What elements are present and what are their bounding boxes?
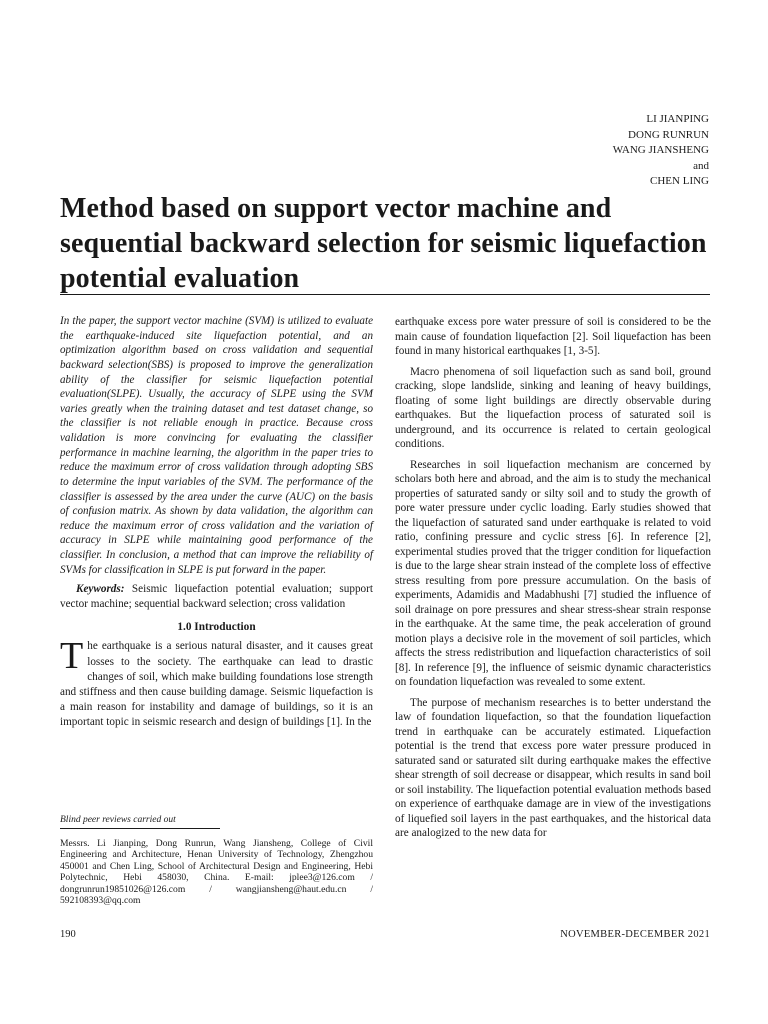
- title-divider: [60, 294, 710, 295]
- author-name: LI JIANPING: [646, 113, 709, 125]
- introduction-paragraph: [60, 635, 373, 730]
- keywords-text: Seismic liquefaction potential evaluation; support vector machine; sequential backward selection; cross validation: [60, 583, 373, 610]
- author-name: DONG RUNRUN: [628, 128, 709, 141]
- right-column: [395, 315, 711, 847]
- keywords: [60, 582, 373, 611]
- body-paragraph: Macro phenomena of soil liquefaction such as sand boil, ground cracking, slope landslide, sinking and leaning of heavy buildings, floating of some light buildings are directly observable during earthquakes. But the liquefaction process of saturated soil is underground, and its occurrence is related to certain geological conditions.: [395, 365, 711, 450]
- footnote-block: [60, 814, 373, 906]
- blind-review-note: Blind peer reviews carried out: [60, 814, 220, 829]
- author-name: WANG JIANSHENG: [612, 144, 709, 157]
- author-list: [613, 112, 709, 190]
- drop-cap: T: [60, 635, 84, 678]
- left-column: [60, 314, 373, 730]
- abstract: In the paper, the support vector machine (SVM) is utilized to evaluate the earthquake-induced site liquefaction potential, and an optimization algorithm based on cross validation and sequential backward selection(SBS) is proposed to improve the generalization ability of the classifier for seismic liquefaction potential evaluation(SLPE). Usually, the accuracy of SLPE using the SVM varies greatly when the training dataset and test dataset change, so the classifier is not reliable enough in practice. Because cross validation is more convincing for evaluating the classifier performance in machine learning, the algorithm in the paper tries to reduce the maximum error of cross validation through adopting SBS to determine the input variables of the SVM. The performance of the classifier is assessed by the area under the curve (AUC) on the basis of confusion matrix. As shown by data validation, the algorithm can reduce the maximum error of cross validation and the variation of accuracy in SLPE while maintaining good performance of the classifier. In conclusion, a method that can improve the reliability of SVMs for classification in SLPE is put forward in the paper.: [60, 315, 373, 576]
- author-name: CHEN LING: [650, 175, 709, 188]
- introduction-text: he earthquake is a serious natural disaster, and it causes great losses to the society. The earthquake can lead to drastic changes of soil, which make building foundations lose strength and stiffness and then cause building damage. Seismic liquefaction is a main reason for instability and damage of buildings, so it is an important topic in seismic research and design of buildings [1]. In the: [60, 640, 373, 728]
- body-paragraph: The purpose of mechanism researches is to better understand the law of foundation liquefaction, so that the foundation liquefaction trend in earthquake can be accurately estimated. Liquefaction potential is the trend that excess pore water pressure produced in saturated sand or saturated silt during earthquake makes the effective shear strength of soil decrease or disappear, which results in sand boil or soil instability. The liquefaction potential evaluation methods based on experience of earthquake damage are in view of the investigations of liquefied soil layers in the past earthquakes, and the historical data are analogized to the new data for: [395, 696, 711, 839]
- keywords-label: Keywords:: [76, 583, 125, 596]
- author-affiliation: Messrs. Li Jianping, Dong Runrun, Wang Jiansheng, College of Civil Engineering and Architecture, Henan University of Technology, Zhengzhou 450001 and Chen Ling, School of Architectural Design and Engineering, Hebi Polytechnic, Hebi 458030, China. E-mail: jplee3@126.com / dongrunrun19851026@126.com / wangjiansheng@haut.edu.cn / 592108393@qq.com: [60, 838, 373, 907]
- paper-title: Method based on support vector machine and sequential backward selection for seismic liquefaction potential evaluation: [60, 193, 707, 294]
- author-conjunction: and: [693, 159, 709, 172]
- body-paragraph: Researches in soil liquefaction mechanism are concerned by scholars both here and abroad, and the aim is to study the mechanical properties of saturated sandy or silty soil and to study the growth of pore water pressure under cyclic loading. Early studies showed that the liquefaction of saturated sand under earthquake is related to void ratio, confining pressure and cyclic stress [6]. In reference [2], experimental studies proved that the trigger condition for liquefaction is due to the large shear strain instead of the complete loss of effective stress resulting from pore pressure accumulation. On the basis of experiments, Adamidis and Madabhushi [7] studied the influence of soil drainage on pore pressures and shear stress-shear strain response in the earthquake. At the same time, the peak acceleration of ground motion plays a decisive role in the movement of soil particles, which affects the stress redistribution and liquefaction characteristics of soil [8]. In reference [9], the influence of seismic dynamic characteristics on foundation liquefaction was revealed to some extent.: [395, 458, 711, 688]
- section-heading-introduction: 1.0 Introduction: [177, 621, 256, 634]
- page-number: 190: [60, 929, 76, 940]
- body-paragraph: earthquake excess pore water pressure of soil is considered to be the main cause of foundation liquefaction [2]. Soil liquefaction has been found in many historical earthquakes [1, 3-5].: [395, 316, 711, 357]
- issue-date: NOVEMBER-DECEMBER 2021: [560, 929, 710, 940]
